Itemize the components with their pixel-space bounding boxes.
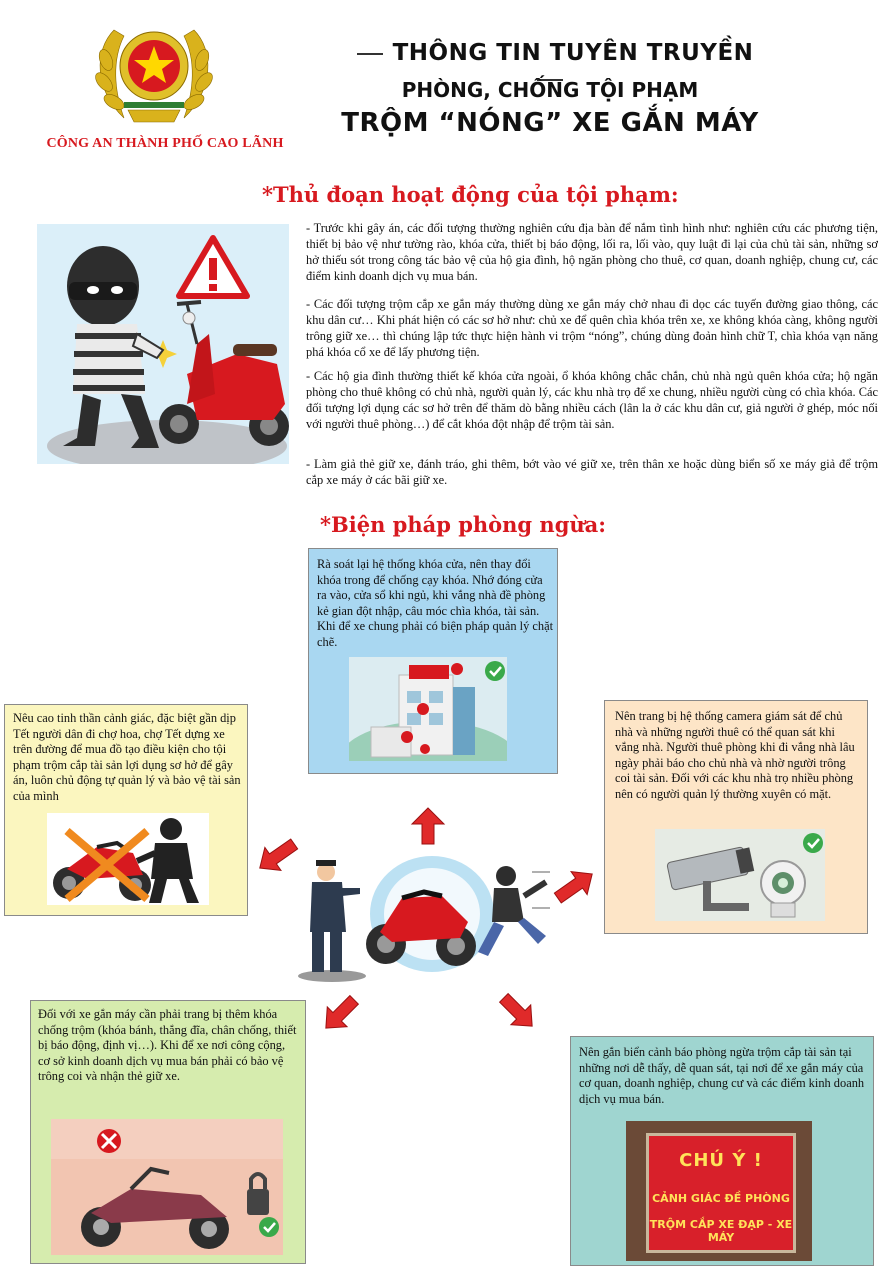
motorbike-theft-illustration bbox=[47, 813, 209, 905]
warning-icon bbox=[179, 238, 247, 296]
check-icon bbox=[485, 661, 505, 681]
prevention-box-warning-sign bbox=[570, 1036, 874, 1266]
method-paragraph-3: - Các hộ gia đình thường thiết kế khóa cửa ngoài, ổ khóa không chắc chắn, chủ nhà ngủ quên khóa cửa; hộ ngăn phòng cho thuê không có chủ nhà, người quản lý, các khu nhà trọ để xe chung, nhiều người cùng có chìa khóa. Các đối tượng lợi dụng các sơ hở trên để thăm dò bằng nhiều cách (lân la ở các khu dân cư, giả người ở ghép, móc nối với người thuê phòng…) để cắt khóa đột nhập để trộm tài sản. bbox=[306, 369, 878, 431]
title-line-3: TRỘM “NÓNG” XE GẮN MÁY bbox=[341, 108, 759, 138]
title-line-1-text: THÔNG TIN TUYÊN TRUYỀN bbox=[392, 40, 754, 66]
arrow-right-up-icon bbox=[552, 866, 598, 906]
prevention-text-tet-vigilance: Nêu cao tinh thần cảnh giác, đặc biệt gần dịp Tết người dân đi chợ hoa, chợ Tết dựng xe trên đường để mua đồ tạo điều kiện cho tội phạm trộm cắp tài sản lợi dụng sơ hở để gây án, luôn chủ động tự quản lý và bảo vệ tài sản của mình bbox=[13, 711, 241, 803]
sign-title: CHÚ Ý ! bbox=[679, 1150, 763, 1171]
prevention-box-camera bbox=[604, 700, 868, 934]
check-icon bbox=[259, 1217, 279, 1237]
prevention-text-camera: Nên trang bị hệ thống camera giám sát để chủ nhà và những người thuê có thể quan sát khi vắng nhà. Người thuê phòng khi đi vắng nhà lâu ngày phải báo cho chủ nhà và nhờ người trông coi tài sản. Đối với các khu nhà trọ nhiều phòng nên có người quản lý thường xuyên có mặt. bbox=[615, 709, 855, 801]
arrow-up-icon bbox=[410, 806, 446, 846]
police-emblem-icon bbox=[84, 10, 224, 134]
scooter-lock-illustration bbox=[51, 1119, 283, 1255]
method-paragraph-1: - Trước khi gây án, các đối tượng thường nghiên cứu địa bàn để nắm tình hình như: nghiên cứu các phương tiện, thiết bị bảo vệ như tường rào, khóa cửa, thiết bị báo động, lối ra, lối vào, quy luật đi lại của chủ tài sản, những sơ hở thiếu sót trong công tác bảo vệ của hộ gia đình, hộ ngăn phòng cho thuê, cơ quan, doanh nghiệp, chung cư, các điểm kinh doanh dịch vụ mua bán. bbox=[306, 221, 878, 283]
camera-illustration bbox=[655, 829, 825, 921]
sign-line-2: TRỘM CẮP XE ĐẠP - XE MÁY bbox=[649, 1218, 793, 1244]
arrow-left-up-icon bbox=[254, 836, 300, 876]
sign-line-1: CẢNH GIÁC ĐỀ PHÒNG bbox=[652, 1192, 790, 1205]
prevention-box-anti-theft-lock bbox=[30, 1000, 306, 1264]
prevention-text-anti-theft-lock: Đối với xe gắn máy cần phải trang bị thêm khóa chống trộm (khóa bánh, thắng đĩa, chân chống, thiết bị báo động, định vị…). Khi để xe nơi công cộng, cơ sở kinh doanh dịch vụ mua bán phải có bảo vệ trông coi và nhận thẻ giữ xe. bbox=[38, 1007, 297, 1084]
section-title-methods: *Thủ đoạn hoạt động của tội phạm: bbox=[262, 182, 679, 207]
prevention-text-door-locks: Rà soát lại hệ thống khóa cửa, nên thay đổi khóa trong để chống cạy khóa. Nhớ đóng cửa ra vào, cửa sổ khi ngủ, khi vắng nhà đề phòng kẻ gian đột nhập, câu móc chìa khóa, tài sản. Khi để xe chung phải có biện pháp quản lý chặt chẽ. bbox=[317, 557, 554, 649]
method-paragraph-2: - Các đối tượng trộm cắp xe gắn máy thường dùng xe gắn máy chở nhau đi dọc các tuyến đường giao thông, các khu dân cư… Khi phát hiện có các sơ hở như: chủ xe để quên chìa khóa trên xe, xe không khóa càng, không người trông giữ xe… thì chúng lập tức thực hiện hành vi trộm “nóng”, chúng dùng đoản hình chữ T, chìa khóa vạn năng phá khóa cổ xe để lấy phương tiện. bbox=[306, 297, 878, 359]
org-name: CÔNG AN THÀNH PHỐ CAO LÃNH bbox=[46, 136, 284, 151]
title-line-2: PHÒNG, CHỐNG TỘI PHẠM bbox=[401, 78, 699, 102]
warning-sign-board bbox=[646, 1133, 796, 1253]
house-illustration bbox=[349, 657, 507, 761]
arrow-left-down-icon bbox=[318, 992, 362, 1036]
method-paragraph-4: - Làm giả thẻ giữ xe, đánh tráo, ghi thêm, bớt vào vé giữ xe, trên thân xe hoặc dùng biển số xe máy giả để trộm cắp xe máy ở các bãi giữ xe. bbox=[306, 457, 878, 487]
police-chasing-thief-illustration bbox=[292, 852, 554, 984]
title-dash-left bbox=[357, 53, 383, 55]
check-icon bbox=[803, 833, 823, 853]
prevention-box-tet-vigilance bbox=[4, 704, 248, 916]
thief-illustration bbox=[37, 224, 289, 464]
warning-sign-photo bbox=[626, 1121, 812, 1261]
prevention-text-warning-sign: Nên gắn biển cảnh báo phòng ngừa trộm cắp tài sản tại những nơi dễ thấy, dễ quan sát, tại nơi để xe gắn máy của cơ quan, doanh nghiệp, chung cư và các điểm kinh doanh dịch vụ mua bán. bbox=[579, 1045, 865, 1106]
prevention-box-door-locks bbox=[308, 548, 558, 774]
arrow-right-down-icon bbox=[496, 990, 540, 1034]
section-title-prevention: *Biện pháp phòng ngừa: bbox=[320, 512, 607, 537]
